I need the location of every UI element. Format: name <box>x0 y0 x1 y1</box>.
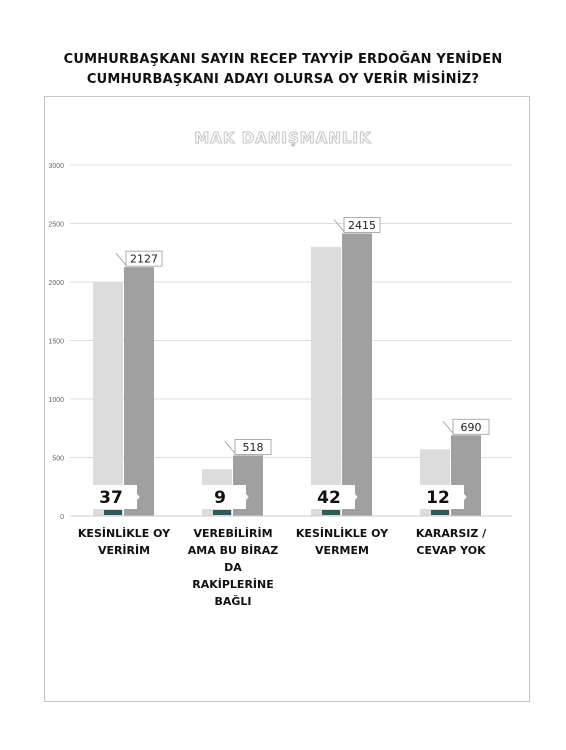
bar-dark <box>124 267 154 516</box>
value-label: 2127 <box>130 252 158 266</box>
page-title-line-1: CUMHURBAŞKANI SAYIN RECEP TAYYİP ERDOĞAN YENİDEN <box>63 52 503 67</box>
value-label-leader <box>225 441 235 453</box>
bar-dark <box>342 233 372 516</box>
percent-label: 12 <box>426 488 450 508</box>
y-tick-label: 2000 <box>48 280 64 287</box>
percent-label: 42 <box>317 488 341 508</box>
category-label: VERMEM <box>315 544 369 557</box>
chart-title: MAK DANIŞMANLIK <box>194 129 372 147</box>
category-label: RAKİPLERİNE <box>192 578 274 591</box>
percent-label: 37 <box>99 488 123 508</box>
value-label-leader <box>116 253 126 265</box>
bar-light <box>311 247 341 516</box>
y-tick-label: 2500 <box>48 221 64 229</box>
value-label: 690 <box>460 420 482 434</box>
y-tick-label: 1000 <box>48 397 64 404</box>
category-label: CEVAP YOK <box>416 544 486 557</box>
value-label-leader <box>334 219 344 231</box>
value-label: 2415 <box>348 218 376 232</box>
y-tick-label: 0 <box>60 514 64 521</box>
bar-light <box>93 282 123 516</box>
percent-label: 9 <box>214 488 226 508</box>
y-tick-label: 1500 <box>48 338 64 346</box>
category-label: KARARSIZ / <box>415 527 487 540</box>
y-tick-label: 3000 <box>48 163 64 170</box>
percent-marker <box>322 510 340 515</box>
percent-marker <box>431 510 449 515</box>
category-label: KESİNLİKLE OY <box>295 527 389 540</box>
category-label: AMA BU BİRAZ <box>187 544 279 557</box>
percent-marker <box>104 510 122 515</box>
category-label: BAĞLI <box>214 595 252 608</box>
page-title-line-2: CUMHURBAŞKANI ADAYI OLURSA OY VERİR MİSİNİZ? <box>86 72 480 87</box>
category-label: VERİRİM <box>97 544 151 557</box>
category-label: KESİNLİKLE OY <box>77 527 171 540</box>
value-label-leader <box>443 421 453 433</box>
y-tick-label: 500 <box>52 455 64 463</box>
category-label: VEREBİLİRİM <box>193 527 273 540</box>
category-label: DA <box>224 561 242 574</box>
percent-marker <box>213 510 231 515</box>
value-label: 518 <box>242 440 264 454</box>
